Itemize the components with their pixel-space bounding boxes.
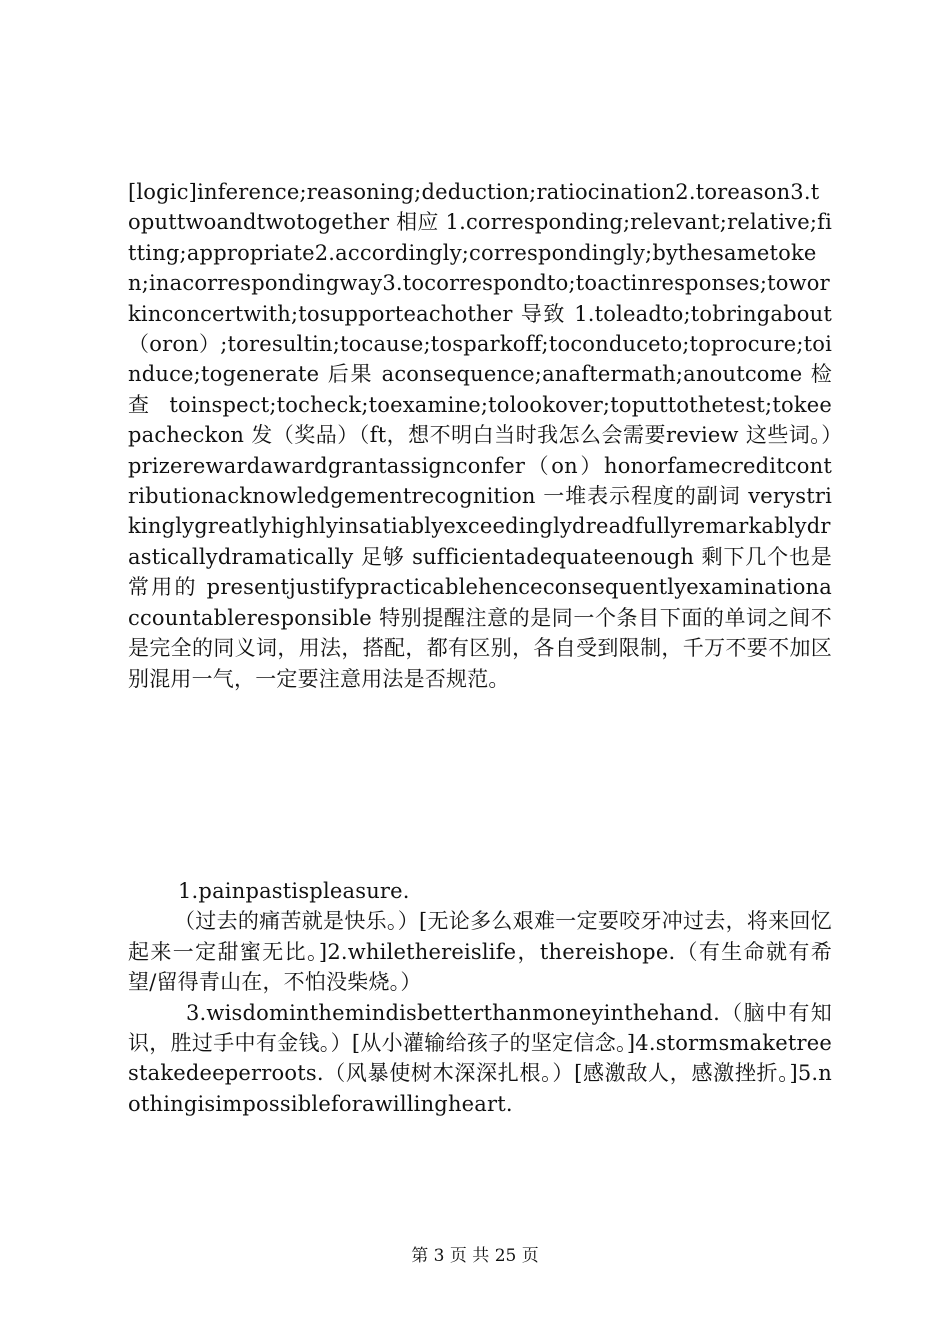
quote-paragraph-3: 3.wisdominthemindisbetterthanmoneyinthehand.（脑中有知识，胜过手中有金钱。）[从小灌输给孩子的坚定信念。]4.stormsmaketreestakedeeperroots.（风暴使树木深深扎根。）[感激敌人，感激挫折。]5.nothingisimpossibleforawillingheart. <box>128 1000 832 1116</box>
page-number-footer: 第 3 页 共 25 页 <box>411 1246 539 1266</box>
quote-paragraph-2: （过去的痛苦就是快乐。）[无论多么艰难一定要咬牙冲过去，将来回忆起来一定甜蜜无比。]2.whilethereislife，thereishope.（有生命就有希望/留得青山在，不怕没柴烧。） <box>128 909 832 995</box>
quotes-section <box>128 876 832 1119</box>
body-paragraph: [logic]inference;reasoning;deduction;ratiocination2.toreason3.toputtwoandtwotogether 相应 1.corresponding;relevant;relative;fitting;appropriate2.accordingly;correspondingly;bythesametoken;inacorrespondingway3.tocorrespondto;toactinresponses;toworkinconcertwith;tosupporteachother 导致 1.toleadto;tobringabout（oron）;toresultin;tocause;tosparkoff;toconduceto;toprocure;toinduce;togenerate 后果 aconsequence;anaftermath;anoutcome 检查 toinspect;tocheck;toexamine;tolookover;toputtothetest;tokeepacheckon 发（奖品）（ft，想不明白当时我怎么会需要review 这些词。）prizerewardawardgrantassignconfer（on）honorfamecreditcontributionacknowledgementrecognition 一堆表示程度的副词 verystrikinglygreatlyhighlyinsatiablyexceedinglydreadfullyremarkablydrasticallydramatically 足够 sufficientadequateenough 剩下几个也是常用的 presentjustifypracticablehenceconsequentlyexaminationaccountableresponsible 特别提醒注意的是同一个条目下面的单词之间不是完全的同义词，用法，搭配，都有区别，各自受到限制，千万不要不加区别混用一气，一定要注意用法是否规范。 <box>128 180 832 691</box>
quote-paragraph-1: 1.painpastispleasure. <box>178 879 410 903</box>
